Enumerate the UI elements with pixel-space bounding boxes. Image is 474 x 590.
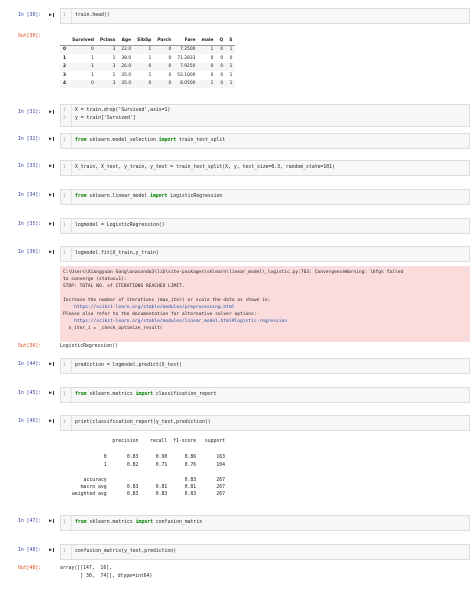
table-cell: 1 <box>229 47 233 53</box>
table-cell: 0 <box>220 81 224 87</box>
table-cell: 0 <box>220 55 224 61</box>
table-row <box>60 45 235 54</box>
line-number: 1 <box>63 165 66 170</box>
keyword-import: import <box>158 138 177 143</box>
output-prompt: Out[30]: <box>18 34 42 39</box>
keyword-from: from <box>75 520 87 525</box>
code-line <box>75 194 222 199</box>
module-name: sklearn.model_selection <box>86 138 159 143</box>
line-number: 1 <box>63 520 66 525</box>
input-prompt: In [33]: <box>18 164 42 169</box>
warning-line: n_iter_i = _check_optimize_result( <box>63 326 163 331</box>
input-prompt: In [30]: <box>18 13 42 18</box>
column-header: SibSp <box>134 36 154 45</box>
table-cell: 7.9250 <box>180 64 196 70</box>
code-editor[interactable] <box>60 415 470 431</box>
code-line <box>75 520 202 525</box>
input-prompt: In [34]: <box>18 193 42 198</box>
report-line: macro avg 0.83 0.81 0.81 267 <box>72 485 226 490</box>
code-line: X = train.drop('Survived',axis=1) <box>75 108 171 113</box>
table-row <box>60 54 235 63</box>
report-line: accuracy 0.83 267 <box>72 478 226 483</box>
code-editor[interactable] <box>60 104 470 127</box>
table-cell: 0 <box>229 55 233 61</box>
table-cell: 0 <box>168 81 172 87</box>
table-cell: 1 <box>229 81 233 87</box>
code-editor[interactable] <box>60 246 470 262</box>
table-cell: 1 <box>229 64 233 70</box>
table-header-row <box>60 36 235 45</box>
line-number: 1 <box>63 223 66 228</box>
input-prompt: In [46]: <box>18 419 42 424</box>
import-name: confusion_matrix <box>153 520 203 525</box>
code-line: confusion_matrix(y_test,prediction) <box>75 549 177 554</box>
keyword-import: import <box>135 392 153 397</box>
column-header: Fare <box>174 36 198 45</box>
code-line: logmodel.fit(X_train,y_train) <box>75 251 159 256</box>
column-header: male <box>198 36 216 45</box>
code-line <box>75 392 217 397</box>
line-number: 1 <box>63 13 66 18</box>
table-cell: 0 <box>220 47 224 53</box>
table-cell: 1 <box>91 72 94 78</box>
code-editor[interactable] <box>60 189 470 205</box>
run-cell-icon[interactable] <box>49 136 55 142</box>
code-line <box>75 138 225 143</box>
run-cell-icon[interactable] <box>49 192 55 198</box>
code-line: X_train, X_test, y_train, y_test = train_test_split(X, y, test_size=0.3, random_state=101) <box>75 165 335 170</box>
run-cell-icon[interactable] <box>49 390 55 396</box>
report-line: weighted avg 0.83 0.83 0.83 267 <box>72 492 226 497</box>
keyword-from: from <box>75 194 87 199</box>
run-cell-icon[interactable] <box>49 249 55 255</box>
table-row <box>60 63 235 72</box>
table-cell: 3 <box>112 64 116 70</box>
input-prompt: In [44]: <box>18 362 42 367</box>
code-editor[interactable] <box>60 160 470 176</box>
column-header: Pclass <box>97 36 119 45</box>
run-cell-icon[interactable] <box>49 109 55 115</box>
warning-line: to converge (status=1): <box>63 277 127 282</box>
warning-line: Increase the number of iterations (max_iter) or scale the data as shown in: <box>63 298 271 303</box>
table-cell: 0 <box>168 47 172 53</box>
keyword-import: import <box>150 194 168 199</box>
input-prompt: In [31]: <box>18 110 42 115</box>
row-index: 2 <box>63 64 67 70</box>
table-cell: 1 <box>148 47 152 53</box>
table-cell: 0 <box>168 55 172 61</box>
output-text: array([[147, 16], <box>60 566 112 571</box>
warning-line: C:\Users\Xiangyuan Song\anaconda3\lib\site-packages\sklearn\linear_model\_logistic.py:763: ConvergenceWarning: lbfgs failed <box>63 270 404 275</box>
table-cell: 3 <box>112 47 116 53</box>
input-prompt: In [45]: <box>18 391 42 396</box>
table-cell: 22.0 <box>121 47 132 53</box>
input-prompt: In [47]: <box>18 519 42 524</box>
row-index: 1 <box>63 55 67 61</box>
table-cell: 0 <box>91 47 94 53</box>
run-cell-icon[interactable] <box>49 361 55 367</box>
column-header: S <box>226 36 235 45</box>
line-number: 1 <box>63 251 66 256</box>
import-name: train_test_split <box>176 138 226 143</box>
output-text: LogisticRegression() <box>60 344 118 349</box>
table-cell: 1 <box>210 47 214 53</box>
run-cell-icon[interactable] <box>49 547 55 553</box>
code-line: train.head() <box>75 13 110 18</box>
table-cell: 0 <box>148 64 152 70</box>
code-editor[interactable] <box>60 133 470 149</box>
table-cell: 1 <box>112 55 116 61</box>
table-cell: 3 <box>112 81 116 87</box>
table-row <box>60 71 235 80</box>
module-name: sklearn.linear_model <box>86 194 151 199</box>
output-prompt: Out[36]: <box>18 344 42 349</box>
table-cell: 1 <box>91 64 94 70</box>
row-index: 3 <box>63 72 67 78</box>
dataframe-table <box>60 36 235 88</box>
table-cell: 35.0 <box>121 72 132 78</box>
table-cell: 53.1000 <box>177 72 196 78</box>
index-header <box>60 36 69 45</box>
report-line: 1 0.82 0.71 0.76 104 <box>72 463 226 468</box>
input-prompt: In [48]: <box>18 548 42 553</box>
row-index: 0 <box>63 47 67 53</box>
output-prompt: Out[48]: <box>18 566 42 571</box>
report-line: precision recall f1-score support <box>72 439 226 444</box>
table-cell: 0 <box>220 64 224 70</box>
table-cell: 0 <box>210 55 214 61</box>
table-cell: 38.0 <box>121 55 132 61</box>
run-cell-icon[interactable] <box>49 221 55 227</box>
code-editor[interactable] <box>60 358 470 374</box>
warning-link[interactable]: https://scikit-learn.org/stable/modules/linear_model.html#logistic-regression <box>63 319 288 324</box>
row-index: 4 <box>63 81 67 87</box>
table-cell: 0 <box>148 81 152 87</box>
table-cell: 0 <box>168 72 172 78</box>
code-line: logmodel = LogisticRegression() <box>75 223 165 228</box>
column-header: Parch <box>154 36 174 45</box>
table-cell: 0 <box>168 64 172 70</box>
import-name: classification_report <box>153 392 217 397</box>
code-editor[interactable] <box>60 515 470 531</box>
column-header: Q <box>216 36 226 45</box>
run-cell-icon[interactable] <box>49 518 55 524</box>
input-prompt: In [32]: <box>18 137 42 142</box>
table-cell: 1 <box>148 55 152 61</box>
warning-link[interactable]: https://scikit-learn.org/stable/modules/preprocessing.html <box>63 305 235 310</box>
code-editor[interactable] <box>60 218 470 234</box>
module-name: sklearn.metrics <box>86 392 136 397</box>
line-number: 1 <box>63 420 66 425</box>
table-cell: 7.2500 <box>180 47 196 53</box>
code-editor[interactable] <box>60 8 470 24</box>
stderr-warning <box>60 266 470 342</box>
line-number: 1 <box>63 363 66 368</box>
table-cell: 1 <box>229 72 233 78</box>
module-name: sklearn.metrics <box>86 520 136 525</box>
output-text: [ 30, 74]], dtype=int64) <box>60 574 153 579</box>
table-cell: 0 <box>210 64 214 70</box>
line-number: 1 <box>63 549 66 554</box>
table-cell: 35.0 <box>121 81 132 87</box>
keyword-import: import <box>135 520 153 525</box>
line-number: 1 <box>63 194 66 199</box>
run-cell-icon[interactable] <box>49 12 55 18</box>
code-line: y = train['Survived'] <box>75 116 136 121</box>
column-header: Survived <box>69 36 97 45</box>
table-cell: 1 <box>148 72 152 78</box>
code-line: print(classification_report(y_test,prediction)) <box>75 420 211 425</box>
line-number: 1 <box>63 108 66 113</box>
table-cell: 0 <box>210 72 214 78</box>
code-editor[interactable] <box>60 544 470 560</box>
table-cell: 0 <box>91 81 94 87</box>
code-line: prediction = logmodel.predict(X_test) <box>75 363 182 368</box>
code-editor[interactable] <box>60 387 470 403</box>
report-line: 0 0.83 0.90 0.86 163 <box>72 455 226 460</box>
run-cell-icon[interactable] <box>49 163 55 169</box>
warning-line: Please also refer to the documentation for alternative solver options: <box>63 312 257 317</box>
run-cell-icon[interactable] <box>49 418 55 424</box>
table-cell: 8.0500 <box>180 81 196 87</box>
input-prompt: In [36]: <box>18 250 42 255</box>
import-name: LogisticRegression <box>167 194 223 199</box>
input-prompt: In [35]: <box>18 222 42 227</box>
column-header: Age <box>118 36 134 45</box>
line-number: 2 <box>63 116 66 121</box>
table-cell: 1 <box>112 72 116 78</box>
warning-line: STOP: TOTAL NO. of ITERATIONS REACHED LIMIT. <box>63 284 185 289</box>
line-number: 1 <box>63 138 66 143</box>
table-cell: 0 <box>220 72 224 78</box>
table-row <box>60 80 235 89</box>
line-number: 1 <box>63 392 66 397</box>
table-cell: 1 <box>91 55 94 61</box>
table-cell: 1 <box>210 81 214 87</box>
table-cell: 71.2833 <box>177 55 196 61</box>
keyword-from: from <box>75 138 87 143</box>
keyword-from: from <box>75 392 87 397</box>
table-cell: 26.0 <box>121 64 132 70</box>
